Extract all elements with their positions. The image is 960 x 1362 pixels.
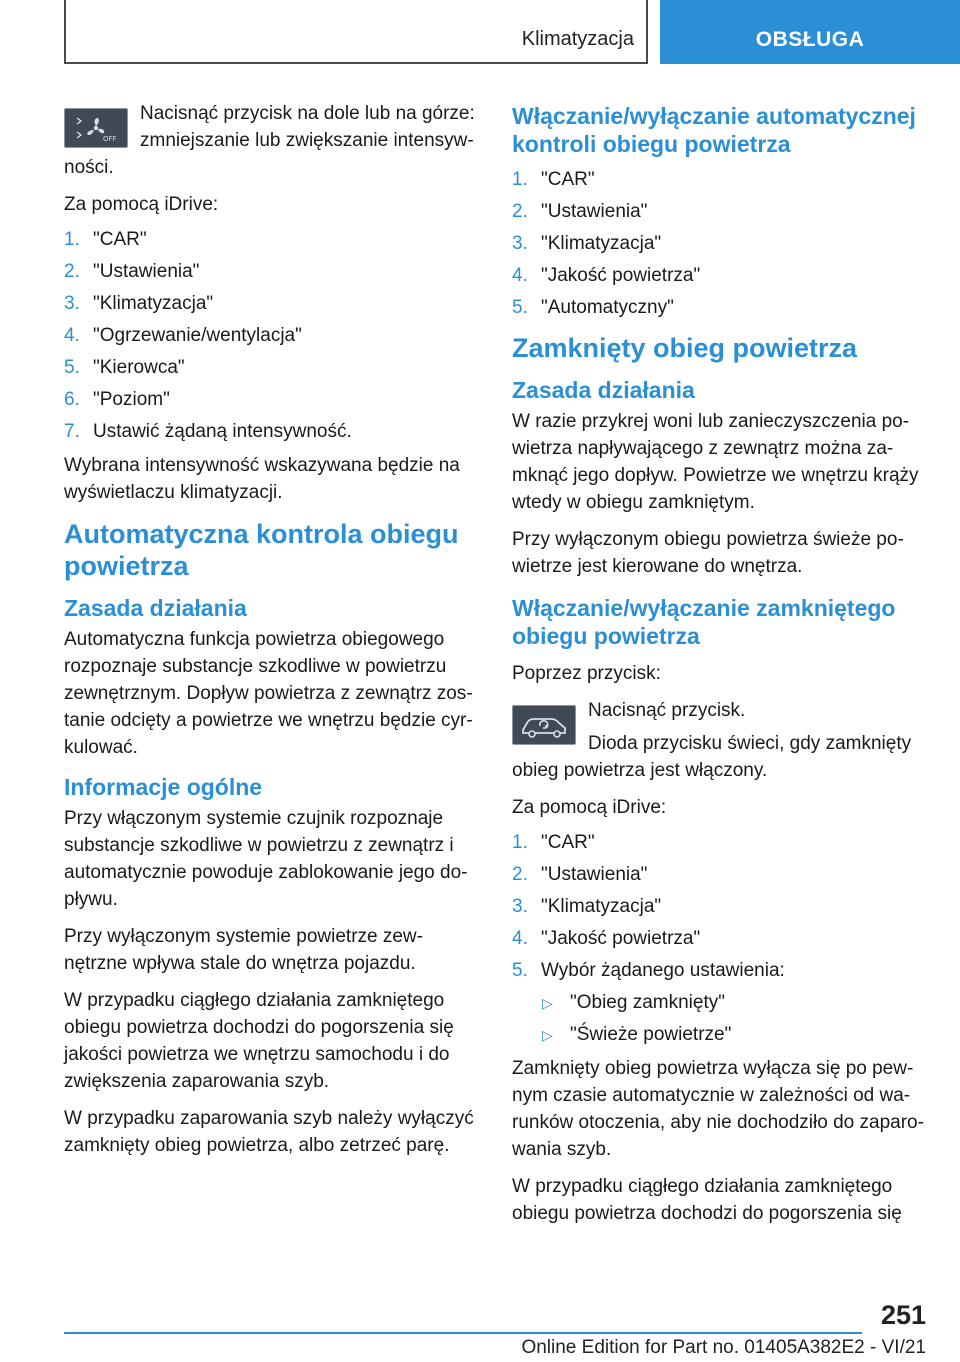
list-item: 1. "CAR" [512, 832, 595, 853]
page-number: 251 [880, 1300, 926, 1330]
principle-text: Automatyczna funkcja powietrza obiegowego rozpoznaje substancje szkodliwe w powietrzu zewnętrznym. Dopływ powietrza z zewnątrz zostanie odcięty a powietrze we wnętrzu będzie cyrkulować. [64, 629, 473, 758]
list-item: 7. Ustawić żądaną intensywność. [64, 421, 352, 442]
heading-auto-recirculation: Automatyczna kontrola obiegu powietrza [64, 519, 459, 581]
general-text-4: W przypadku zaparowania szyb należy wyłączyć zamknięty obieg powietrza, albo zetrzeć parę. [64, 1108, 474, 1156]
list-item: 4. "Jakość powietrza" [512, 928, 701, 949]
principle-closed-1: W razie przykrej woni lub zanieczyszczenia powietrza napływającego z zewnątrz można zamknąć jego dopływ. Powietrze we wnętrzu krąży wtedy w obiegu zamkniętym. [512, 411, 919, 513]
heading-principle-closed: Zasada działania [512, 377, 695, 403]
list-item: 2. "Ustawienia" [512, 201, 648, 222]
heading-general-info: Informacje ogólne [64, 774, 263, 800]
footer-divider [64, 1332, 862, 1334]
list-item: 4. "Jakość powietrza" [512, 265, 701, 286]
triangle-bullet-icon: ▷ [542, 995, 553, 1011]
recirculation-button-row [512, 697, 924, 784]
chapter-title: Klimatyzacja [521, 28, 634, 50]
svg-text:OFF: OFF [103, 135, 117, 143]
car-recirculation-icon [512, 705, 576, 745]
closing-text-1: Zamknięty obieg powietrza wyłącza się po pewnym czasie automatycznie w zależności od warunków otoczenia, aby nie dochodziło do zaparowania szyb. [512, 1058, 924, 1160]
list-item: ▷ "Świeże powietrze" [542, 1024, 732, 1045]
fan-off-icon [64, 108, 128, 148]
general-text-3: W przypadku ciągłego działania zamkniętego obiegu powietrza dochodzi do pogorszenia się jakości powietrza we wnętrzu samochodu i do zwiększenia zaparowania szyb. [64, 990, 454, 1092]
left-column [64, 100, 476, 1169]
intensity-note: Wybrana intensywność wskazywana będzie na wyświetlaczu klimatyzacji. [64, 455, 460, 503]
steps-list-auto [512, 168, 924, 320]
heading-principle: Zasada działania [64, 595, 247, 621]
list-item: 3. "Klimatyzacja" [512, 233, 662, 254]
list-item: 1. "CAR" [64, 229, 147, 250]
heading-closed-recirculation: Zamknięty obieg powietrza [512, 333, 858, 363]
list-item: 1. "CAR" [512, 169, 595, 190]
list-item: 6. "Poziom" [64, 389, 170, 410]
list-item: 3. "Klimatyzacja" [64, 293, 214, 314]
heading-toggle-auto: Włączanie/wyłączanie automatycznej kontroli obiegu powietrza [512, 103, 916, 157]
list-item: 4. "Ogrzewanie/wentylacja" [64, 325, 302, 346]
list-item: 2. "Ustawienia" [512, 864, 648, 885]
sub-options-list [512, 991, 924, 1047]
steps-list-fan [64, 228, 476, 444]
list-item: 5. Wybór żądanego ustawienia: [512, 960, 785, 981]
triangle-bullet-icon: ▷ [542, 1027, 553, 1043]
section-tab: OBSŁUGA [660, 0, 960, 64]
general-text-2: Przy wyłączonym systemie powietrze zewnętrzne wpływa stale do wnętrza pojazdu. [64, 926, 423, 974]
right-column [512, 100, 924, 1237]
steps-list-closed [512, 831, 924, 983]
idrive-label: Za pomocą iDrive: [64, 194, 219, 215]
press-button-text: Nacisnąć przycisk. [588, 700, 746, 721]
list-item: ▷ "Obieg zamknięty" [542, 992, 725, 1013]
list-item: 3. "Klimatyzacja" [512, 896, 662, 917]
list-item: 5. "Automatyczny" [512, 297, 674, 318]
footer-edition: Online Edition for Part no. 01405A382E2 - VI/21 [521, 1337, 926, 1358]
fan-button-row [64, 100, 476, 181]
idrive-label-closed: Za pomocą iDrive: [512, 797, 667, 818]
led-text: Dioda przycisku świeci, gdy zamknięty obieg powietrza jest włączony. [512, 733, 912, 781]
list-item: 2. "Ustawienia" [64, 261, 200, 282]
principle-closed-2: Przy wyłączonym obiegu powietrza świeże powietrze jest kierowane do wnętrza. [512, 529, 904, 577]
header-frame [64, 0, 648, 64]
closing-text-2: W przypadku ciągłego działania zamkniętego obiegu powietrza dochodzi do pogorszenia się [512, 1176, 902, 1224]
general-text-1: Przy włączonym systemie czujnik rozpoznaje substancje szkodliwe w powietrzu z zewnątrz i automatycznie powoduje zablokowanie jego dopływu. [64, 808, 468, 910]
via-button-label: Poprzez przycisk: [512, 663, 661, 684]
fan-intro-text: Nacisnąć przycisk na dole lub na górze: zmniejszanie lub zwiększanie intensywności. [64, 103, 475, 178]
heading-toggle-closed: Włączanie/wyłączanie zamkniętego obiegu powietrza [512, 595, 896, 649]
list-item: 5. "Kierowca" [64, 357, 185, 378]
